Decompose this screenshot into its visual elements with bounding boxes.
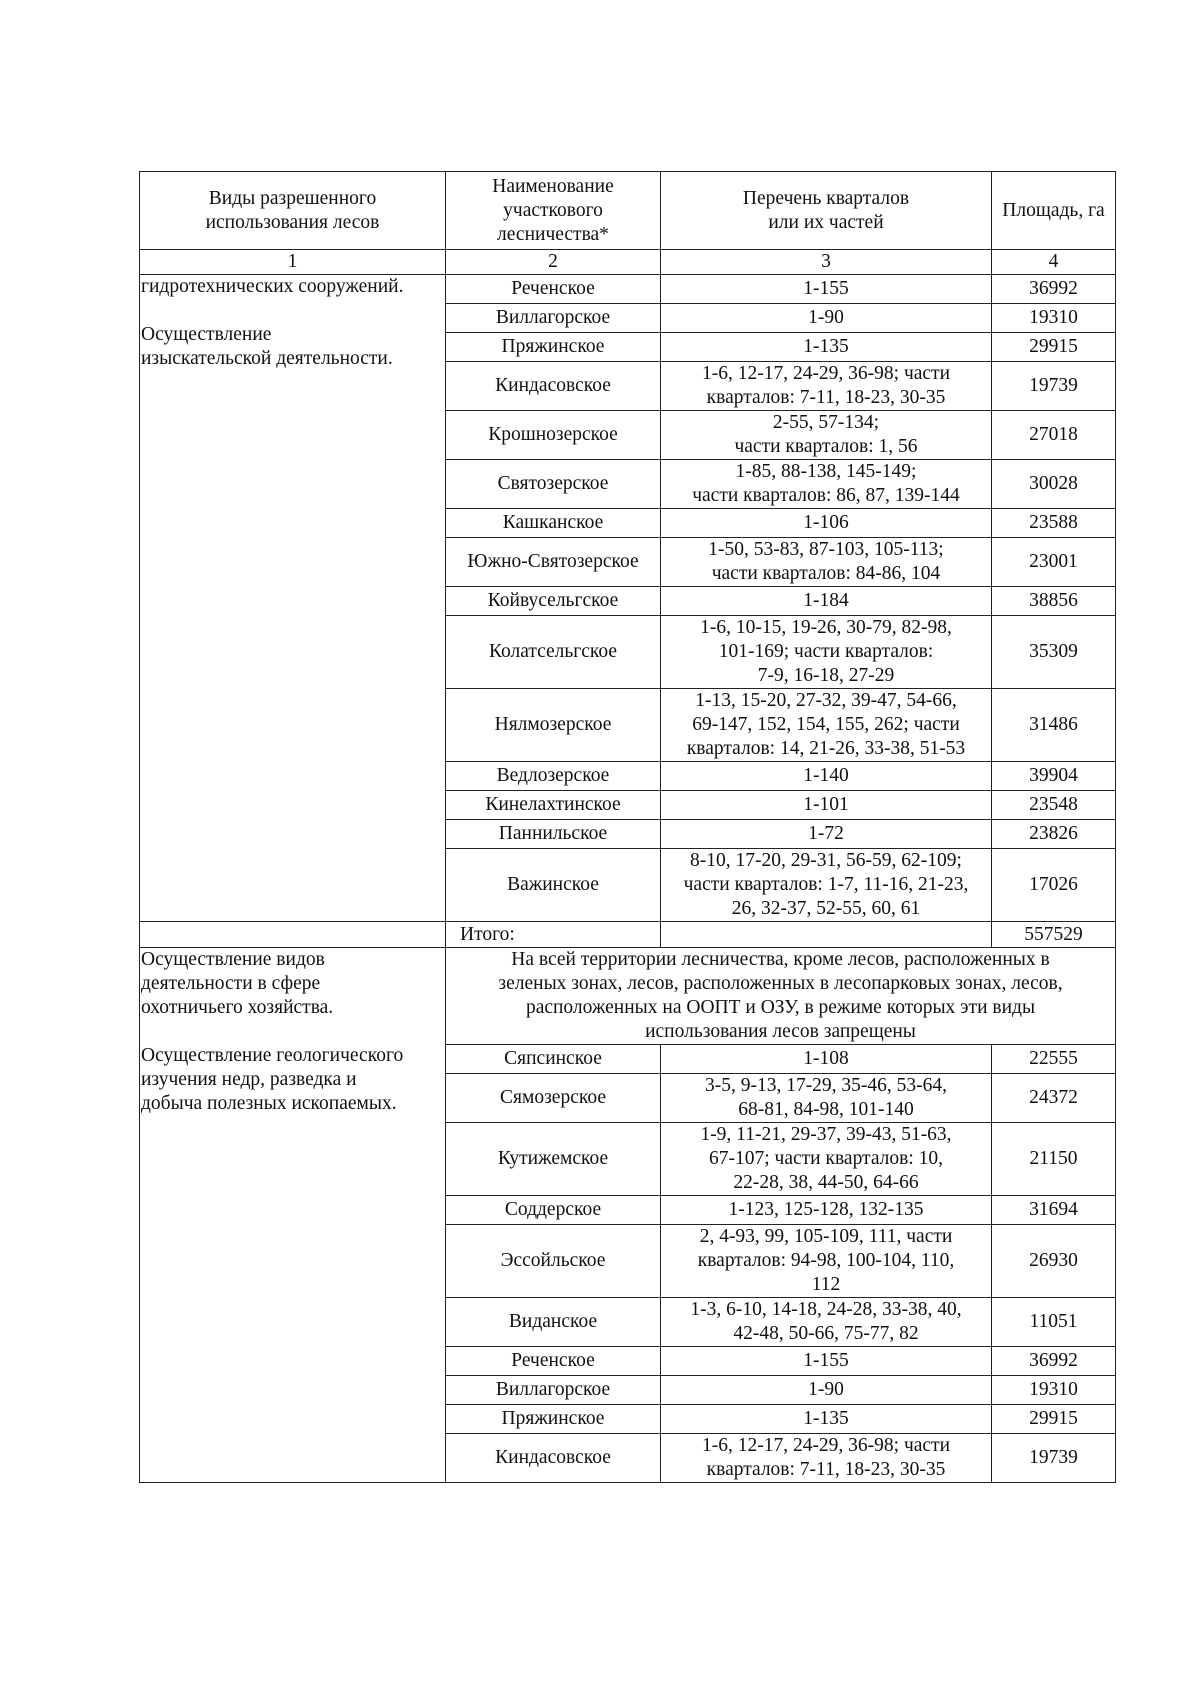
header-area: Площадь, га <box>992 172 1116 250</box>
table-row <box>140 275 1116 304</box>
area-value: 19310 <box>992 304 1116 333</box>
column-number: 2 <box>446 250 661 275</box>
forestry-name: Святозерское <box>446 460 661 509</box>
forestry-name: Киндасовское <box>446 362 661 411</box>
column-number: 3 <box>661 250 992 275</box>
note-row <box>140 948 1116 1045</box>
quarters-list: 1-3, 6-10, 14-18, 24-28, 33-38, 40, 42-48, 50-66, 75-77, 82 <box>661 1298 992 1347</box>
forestry-name: Сяпсинское <box>446 1045 661 1074</box>
total-row <box>140 922 1116 948</box>
quarters-list: 1-135 <box>661 1405 992 1434</box>
forestry-name: Важинское <box>446 849 661 922</box>
area-value: 38856 <box>992 587 1116 616</box>
area-value: 29915 <box>992 1405 1116 1434</box>
forestry-name: Южно-Святозерское <box>446 538 661 587</box>
area-value: 19739 <box>992 1434 1116 1483</box>
quarters-list: 1-6, 10-15, 19-26, 30-79, 82-98, 101-169; части кварталов: 7-9, 16-18, 27-29 <box>661 616 992 689</box>
header-quarters: Перечень кварталов или их частей <box>661 172 992 250</box>
area-value: 23826 <box>992 820 1116 849</box>
quarters-list: 1-123, 125-128, 132-135 <box>661 1196 992 1225</box>
quarters-list: 1-6, 12-17, 24-29, 36-98; части кварталов: 7-11, 18-23, 30-35 <box>661 1434 992 1483</box>
forestry-name: Пряжинское <box>446 1405 661 1434</box>
forestry-name: Койвусельгское <box>446 587 661 616</box>
forestry-name: Пряжинское <box>446 333 661 362</box>
column-number: 4 <box>992 250 1116 275</box>
area-value: 22555 <box>992 1045 1116 1074</box>
quarters-list: 1-184 <box>661 587 992 616</box>
quarters-list: 1-90 <box>661 304 992 333</box>
area-value: 19739 <box>992 362 1116 411</box>
quarters-list: 2, 4-93, 99, 105-109, 111, части кварталов: 94-98, 100-104, 110, 112 <box>661 1225 992 1298</box>
total-label: Итого: <box>446 922 661 948</box>
header-forestry: Наименование участкового лесничества* <box>446 172 661 250</box>
forestry-name: Нялмозерское <box>446 689 661 762</box>
section-uses-cell: Осуществление видов деятельности в сфере охотничьего хозяйства. Осуществление геологического изучения недр, разведка и добыча полезных ископаемых. <box>140 948 446 1483</box>
area-value: 24372 <box>992 1074 1116 1123</box>
forestry-name: Виллагорское <box>446 1376 661 1405</box>
forestry-name: Эссойльское <box>446 1225 661 1298</box>
area-value: 31486 <box>992 689 1116 762</box>
forestry-name: Виллагорское <box>446 304 661 333</box>
forestry-name: Сямозерское <box>446 1074 661 1123</box>
area-value: 19310 <box>992 1376 1116 1405</box>
quarters-list: 2-55, 57-134; части кварталов: 1, 56 <box>661 411 992 460</box>
area-value: 29915 <box>992 333 1116 362</box>
column-number-row <box>140 250 1116 275</box>
total-empty-cell <box>140 922 446 948</box>
area-value: 39904 <box>992 762 1116 791</box>
quarters-list: 1-108 <box>661 1045 992 1074</box>
column-number: 1 <box>140 250 446 275</box>
forestry-name: Реченское <box>446 1347 661 1376</box>
quarters-list: 1-90 <box>661 1376 992 1405</box>
quarters-list: 1-135 <box>661 333 992 362</box>
forest-use-table <box>139 171 1116 1483</box>
forestry-name: Виданское <box>446 1298 661 1347</box>
area-value: 23001 <box>992 538 1116 587</box>
area-value: 36992 <box>992 275 1116 304</box>
quarters-list: 1-13, 15-20, 27-32, 39-47, 54-66, 69-147, 152, 154, 155, 262; части кварталов: 14, 21-26, 33-38, 51-53 <box>661 689 992 762</box>
area-value: 17026 <box>992 849 1116 922</box>
forestry-name: Реченское <box>446 275 661 304</box>
quarters-list: 1-155 <box>661 1347 992 1376</box>
area-value: 31694 <box>992 1196 1116 1225</box>
area-value: 35309 <box>992 616 1116 689</box>
quarters-list: 1-140 <box>661 762 992 791</box>
quarters-list: 1-155 <box>661 275 992 304</box>
forestry-name: Паннильское <box>446 820 661 849</box>
header-row <box>140 172 1116 250</box>
quarters-list: 1-6, 12-17, 24-29, 36-98; части кварталов: 7-11, 18-23, 30-35 <box>661 362 992 411</box>
quarters-list: 1-72 <box>661 820 992 849</box>
territory-note: На всей территории лесничества, кроме лесов, расположенных в зеленых зонах, лесов, расположенных в лесопарковых зонах, лесов, расположенных на ООПТ и ОЗУ, в режиме которых эти виды использования лесов запрещены <box>446 948 1116 1045</box>
total-empty-cell <box>661 922 992 948</box>
total-area: 557529 <box>992 922 1116 948</box>
header-uses: Виды разрешенного использования лесов <box>140 172 446 250</box>
area-value: 26930 <box>992 1225 1116 1298</box>
quarters-list: 1-9, 11-21, 29-37, 39-43, 51-63, 67-107; части кварталов: 10, 22-28, 38, 44-50, 64-66 <box>661 1123 992 1196</box>
area-value: 21150 <box>992 1123 1116 1196</box>
forestry-name: Ведлозерское <box>446 762 661 791</box>
quarters-list: 1-50, 53-83, 87-103, 105-113; части кварталов: 84-86, 104 <box>661 538 992 587</box>
area-value: 36992 <box>992 1347 1116 1376</box>
area-value: 23588 <box>992 509 1116 538</box>
quarters-list: 1-106 <box>661 509 992 538</box>
quarters-list: 3-5, 9-13, 17-29, 35-46, 53-64, 68-81, 84-98, 101-140 <box>661 1074 992 1123</box>
quarters-list: 8-10, 17-20, 29-31, 56-59, 62-109; части кварталов: 1-7, 11-16, 21-23, 26, 32-37, 52-55, 60, 61 <box>661 849 992 922</box>
section-uses-cell: гидротехнических сооружений. Осуществление изыскательской деятельности. <box>140 275 446 922</box>
forestry-name: Крошнозерское <box>446 411 661 460</box>
area-value: 30028 <box>992 460 1116 509</box>
area-value: 23548 <box>992 791 1116 820</box>
forestry-name: Соддерское <box>446 1196 661 1225</box>
area-value: 27018 <box>992 411 1116 460</box>
area-value: 11051 <box>992 1298 1116 1347</box>
forestry-name: Кашканское <box>446 509 661 538</box>
forestry-name: Кутижемское <box>446 1123 661 1196</box>
forestry-name: Киндасовское <box>446 1434 661 1483</box>
quarters-list: 1-85, 88-138, 145-149; части кварталов: 86, 87, 139-144 <box>661 460 992 509</box>
forestry-name: Кинелахтинское <box>446 791 661 820</box>
quarters-list: 1-101 <box>661 791 992 820</box>
forestry-name: Колатсельгское <box>446 616 661 689</box>
